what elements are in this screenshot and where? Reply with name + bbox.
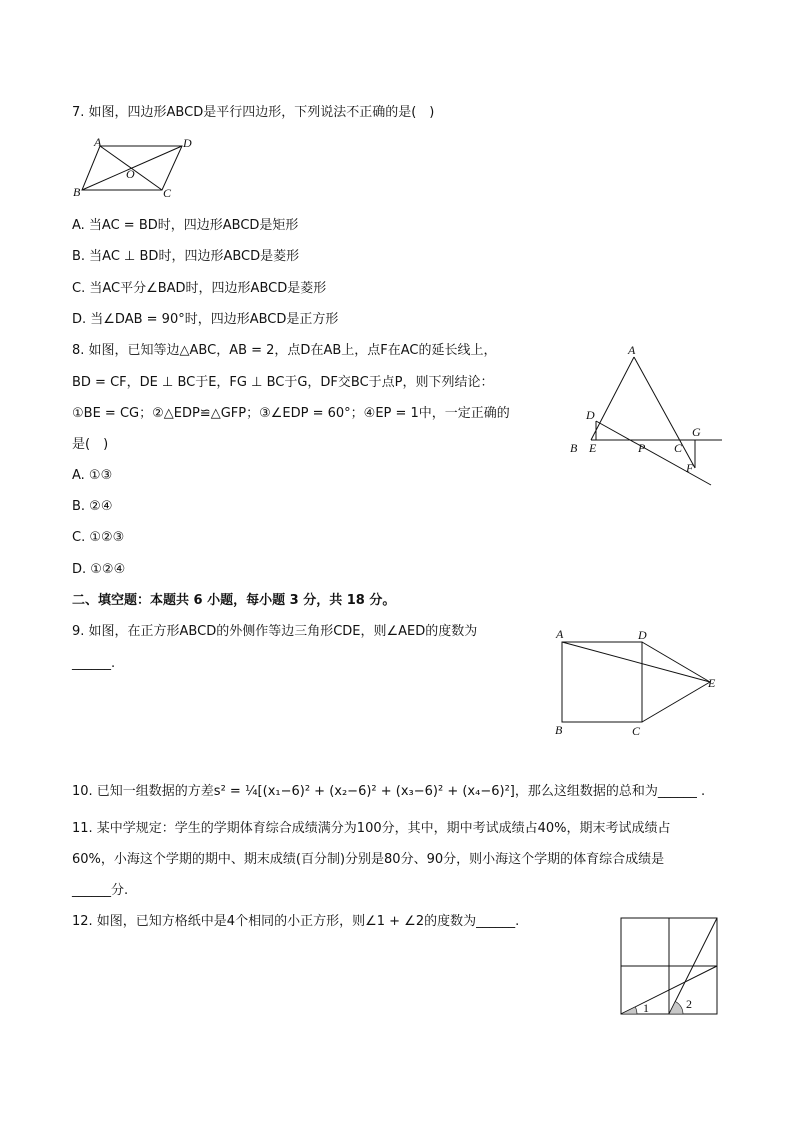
q8-triangle-figure (562, 340, 734, 490)
q8-option-d: D. ①②④ (72, 562, 126, 577)
q7-label-b: B (73, 185, 81, 198)
q7-label-d: D (183, 136, 192, 150)
q12-stem: 12. 如图，已知方格纸中是4个相同的小正方形，则∠1 + ∠2的度数为______. (72, 914, 520, 929)
q8-label-g: G (692, 425, 701, 439)
q8-label-c: C (674, 441, 683, 455)
q9-label-c: C (632, 724, 641, 738)
section-2-heading: 二、填空题：本题共 6 小题，每小题 3 分，共 18 分。 (72, 593, 396, 608)
q7-stem: 7. 如图，四边形ABCD是平行四边形，下列说法不正确的是( ) (72, 105, 435, 120)
q9-label-a: A (556, 627, 564, 641)
q7-option-a: A. 当AC = BD时，四边形ABCD是矩形 (72, 218, 299, 233)
q8-label-f: F (686, 461, 694, 475)
q9-label-b: B (555, 723, 563, 737)
q9-label-e: E (708, 676, 716, 690)
q10-stem: 10. 已知一组数据的方差s² = ¼[(x₁−6)² + (x₂−6)² + (x₃−6)² + (x₄−6)²]，那么这组数据的总和为______ . (72, 784, 706, 799)
q8-option-c: C. ①②③ (72, 530, 125, 545)
q11-line-1: 11. 某中学规定：学生的学期体育综合成绩满分为100分，其中，期中考试成绩占40%，期末考试成绩占 (72, 821, 671, 836)
q9-answer-blank: ______. (72, 656, 116, 671)
q11-line-2: 60%，小海这个学期的期中、期末成绩(百分制)分别是80分、90分，则小海这个学期的体育综合成绩是 (72, 852, 665, 867)
q8-label-p: P (638, 441, 646, 455)
q8-stem-line-3: ①BE = CG；②△EDP≌△GFP；③∠EDP = 60°；④EP = 1中，一定正确的 (72, 406, 510, 421)
q11-line-3: ______分. (72, 883, 129, 898)
q9-label-d: D (638, 628, 647, 642)
q8-stem-line-1: 8. 如图，已知等边△ABC，AB = 2，点D在AB上，点F在AC的延长线上， (72, 343, 497, 358)
q7-label-a: A (94, 136, 102, 149)
q8-option-b: B. ②④ (72, 499, 113, 514)
q8-label-e: E (589, 441, 597, 455)
q8-label-a: A (628, 343, 636, 357)
q7-label-c: C (163, 186, 172, 198)
q12-angle-1-arc (621, 1007, 637, 1014)
q8-stem-line-4: 是( ) (72, 437, 109, 452)
q7-option-d: D. 当∠DAB = 90°时，四边形ABCD是正方形 (72, 312, 339, 327)
q7-parallelogram-figure (70, 136, 200, 198)
q7-option-b: B. 当AC ⊥ BD时，四边形ABCD是菱形 (72, 249, 300, 264)
q12-angle-2-arc (669, 1002, 683, 1015)
q7-option-c: C. 当AC平分∠BAD时，四边形ABCD是菱形 (72, 281, 327, 296)
q8-option-a: A. ①③ (72, 468, 113, 483)
q9-stem: 9. 如图，在正方形ABCD的外侧作等边三角形CDE，则∠AED的度数为 (72, 624, 478, 639)
q9-square-figure (550, 624, 725, 740)
q12-label-angle-2: 2 (686, 997, 692, 1011)
q12-label-angle-1: 1 (643, 1001, 649, 1015)
q8-label-d: D (586, 408, 595, 422)
q12-grid-figure (615, 912, 725, 1020)
q8-label-b: B (570, 441, 578, 455)
q8-stem-line-2: BD = CF，DE ⊥ BC于E，FG ⊥ BC于G，DF交BC于点P，则下列结论： (72, 375, 494, 390)
q7-label-o: O (126, 167, 135, 181)
